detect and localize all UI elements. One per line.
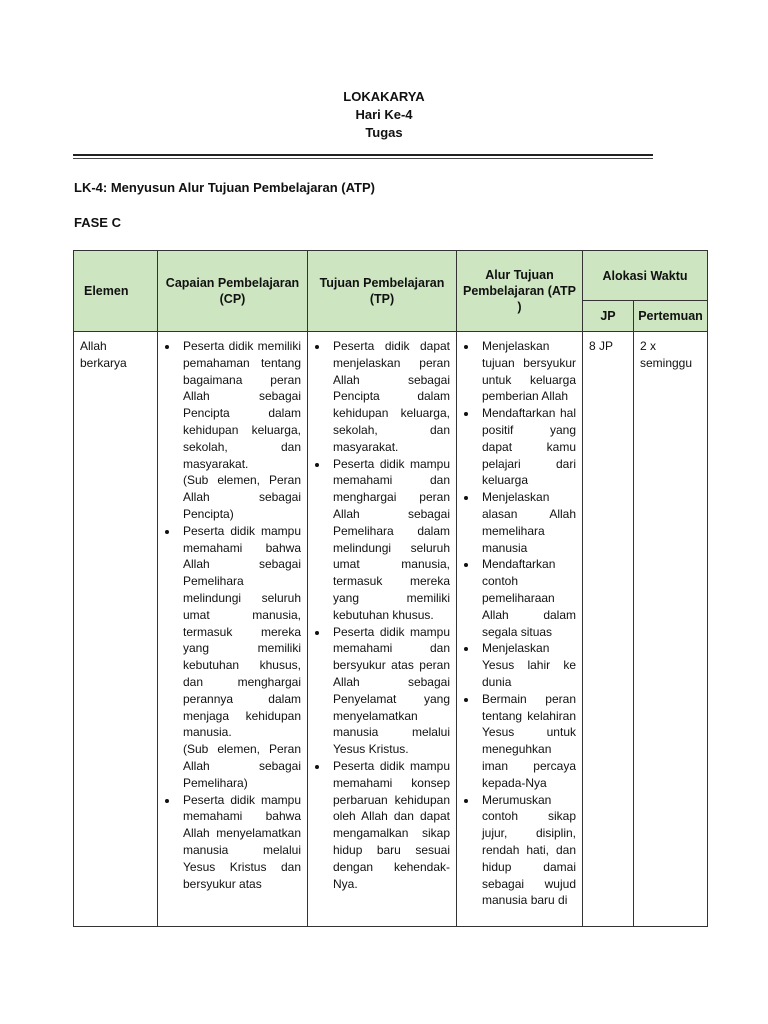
header-elemen: Elemen (74, 251, 158, 332)
list-item: • Peserta didik mampu memahami bahwa Allah sebagai Pemelihara melindungi seluruh umat manusia, termasuk mereka yang memiliki kebutuhan khusus, dan menghargai perannya dalam menjaga kehidupan manusia. (Sub elemen, Peran Allah sebagai Pemelihara) (179, 523, 301, 792)
list-item: • Mendaftarkan contoh pemeliharaan Allah dalam segala situas (478, 556, 576, 640)
cp-list (164, 338, 301, 892)
list-item: • Merumuskan contoh sikap jujur, disiplin, rendah hati, dan hidup damai sebagai wujud manusia baru di (478, 792, 576, 910)
header-divider-thick (73, 154, 653, 156)
phase-label: FASE C (74, 215, 121, 230)
list-item: • Peserta didik memiliki pemahaman tentang bagaimana peran Allah sebagai Pencipta dalam kehidupan keluarga, sekolah, dan masyarakat. (Sub elemen, Peran Allah sebagai Pencipta) (179, 338, 301, 523)
header-title: LOKAKARYA (343, 89, 425, 104)
list-item: • Peserta didik mampu memahami dan bersyukur atas peran Allah sebagai Penyelamat yang menyelamatkan manusia melalui Yesus Kristus. (329, 624, 450, 758)
list-item: • Peserta didik dapat menjelaskan peran Allah sebagai Pencipta dalam kehidupan keluarga, sekolah, dan masyarakat. (329, 338, 450, 456)
cell-cp (158, 332, 308, 927)
cell-atp (457, 332, 583, 927)
header-tp: Tujuan Pembelajaran (TP) (308, 251, 457, 332)
cell-pertemuan: 2 x seminggu (634, 332, 708, 927)
sub-element-note: (Sub elemen, Peran Allah sebagai Pemelihara) (183, 742, 301, 790)
atp-table (73, 250, 708, 927)
worksheet-title: LK-4: Menyusun Alur Tujuan Pembelajaran (ATP) (74, 180, 375, 195)
list-item: • Peserta didik mampu memahami dan menghargai peran Allah sebagai Pemelihara dalam melindungi seluruh umat manusia, termasuk mereka yang memiliki kebutuhan khusus. (329, 456, 450, 624)
list-item: • Bermain peran tentang kelahiran Yesus untuk meneguhkan iman percaya kepada-Nya (478, 691, 576, 792)
atp-list (463, 338, 576, 909)
list-item: • Menjelaskan alasan Allah memelihara manusia (478, 489, 576, 556)
header-task: Tugas (365, 125, 403, 140)
cell-jp: 8 JP (583, 332, 634, 927)
header-atp: Alur Tujuan Pembelajaran (ATP ) (457, 251, 583, 332)
list-item: • Peserta didik mampu memahami konsep perbaruan kehidupan oleh Allah dan dapat mengamalkan sikap hidup baru sesuai dengan kehendak-Nya. (329, 758, 450, 892)
header-day: Hari Ke-4 (355, 107, 413, 122)
sub-element-note: (Sub elemen, Peran Allah sebagai Pencipta) (183, 473, 301, 521)
list-item: • Mendaftarkan hal positif yang dapat kamu pelajari dari keluarga (478, 405, 576, 489)
list-item: • Peserta didik mampu memahami bahwa Allah menyelamatkan manusia melalui Yesus Kristus dan bersyukur atas (179, 792, 301, 893)
tp-list (314, 338, 450, 892)
list-item: • Menjelaskan tujuan bersyukur untuk keluarga pemberian Allah (478, 338, 576, 405)
cell-elemen: Allah berkarya (74, 332, 158, 927)
table-row (74, 332, 708, 927)
header-jp: JP (583, 301, 634, 332)
header-alokasi: Alokasi Waktu (583, 251, 708, 301)
document-header (0, 88, 768, 142)
cell-tp (308, 332, 457, 927)
header-pertemuan: Pertemuan (634, 301, 708, 332)
list-item: • Menjelaskan Yesus lahir ke dunia (478, 640, 576, 690)
header-cp: Capaian Pembelajaran (CP) (158, 251, 308, 332)
header-divider-thin (73, 158, 653, 159)
